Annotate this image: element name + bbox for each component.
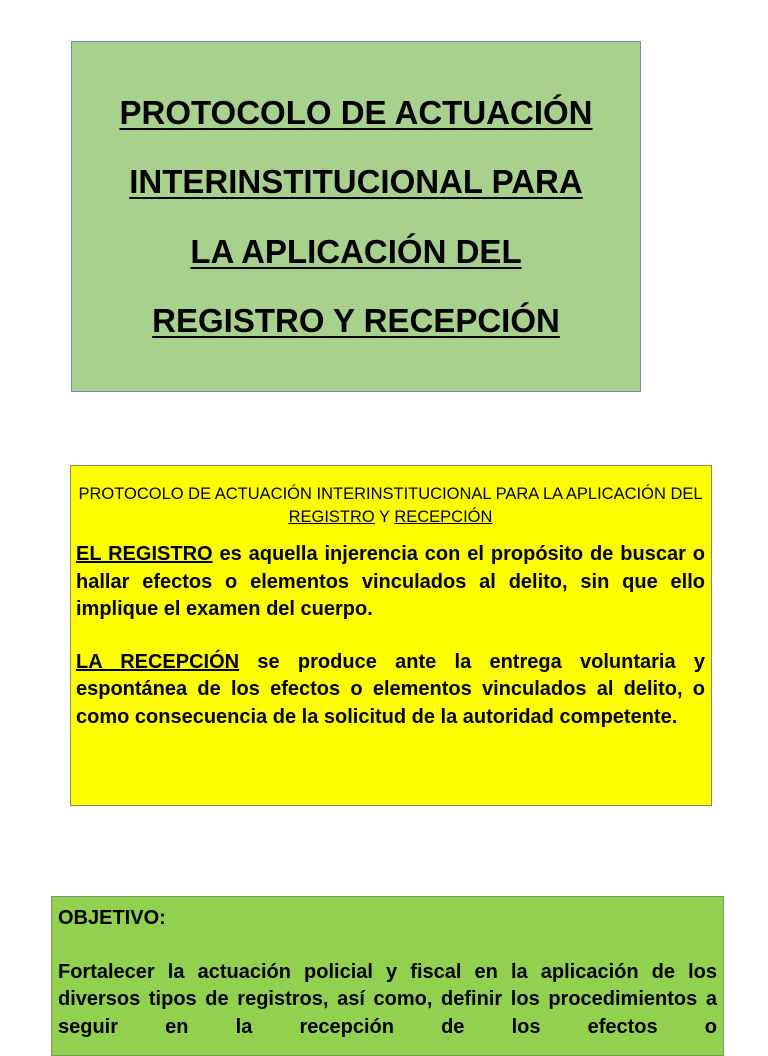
objective-heading: OBJETIVO: xyxy=(58,907,166,929)
recepcion-definition xyxy=(76,649,705,732)
definitions-heading-registro: REGISTRO xyxy=(288,507,375,526)
recepcion-text: se produce ante la entrega voluntaria y espontánea de los efectos o elementos vinculados al delito, o como consecuencia de la solicitud de la autoridad competente. xyxy=(76,650,705,728)
recepcion-term: LA RECEPCIÓN xyxy=(76,650,240,673)
registro-text: es aquella injerencia con el propósito de buscar o hallar efectos o elementos vinculados al delito, sin que ello implique el examen del cuerpo. xyxy=(76,543,705,620)
definitions-heading-prefix: PROTOCOLO DE ACTUACIÓN INTERINSTITUCIONAL PARA LA APLICACIÓN DEL xyxy=(78,485,703,503)
title-line-3: LA APLICACIÓN DEL xyxy=(190,232,522,270)
definitions-slide xyxy=(70,465,712,806)
title-line-4: REGISTRO Y RECEPCIÓN xyxy=(152,302,560,339)
definitions-heading xyxy=(76,483,705,528)
title-line-1: PROTOCOLO DE ACTUACIÓN xyxy=(119,93,593,131)
registro-term: EL REGISTRO xyxy=(76,543,213,565)
title-slide xyxy=(71,41,641,392)
title-line-2: INTERINSTITUCIONAL PARA xyxy=(129,163,583,200)
registro-definition xyxy=(76,541,705,624)
objective-slide xyxy=(51,896,724,1056)
definitions-heading-joiner: Y xyxy=(374,507,395,526)
objective-text: Fortalecer la actuación policial y fiscal en la aplicación de los diversos tipos de registros, así como, definir los procedimientos a seguir en la recepción de los efectos o xyxy=(58,960,717,1038)
definitions-heading-recepcion: RECEPCIÓN xyxy=(394,507,493,526)
